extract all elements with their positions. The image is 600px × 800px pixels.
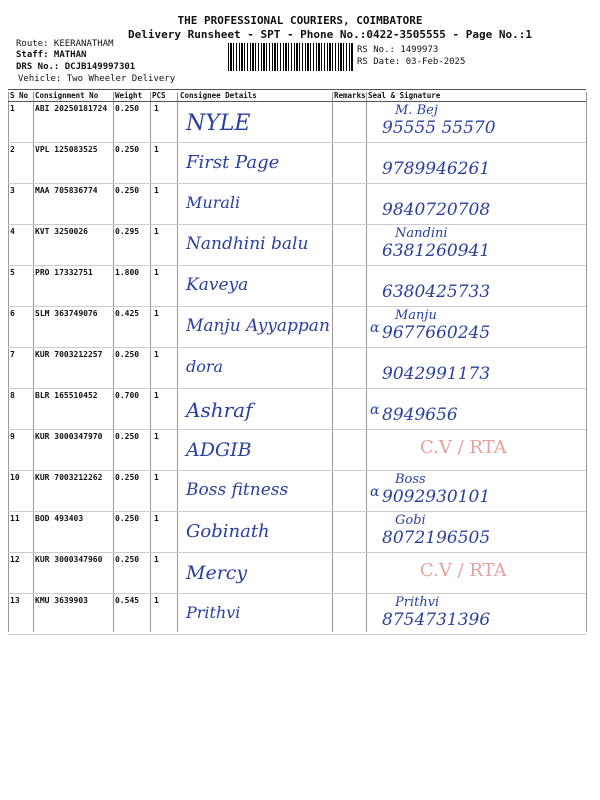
column-divider xyxy=(113,92,114,632)
row-divider xyxy=(8,593,586,594)
company-name: THE PROFESSIONAL COURIERS, COIMBATORE xyxy=(177,14,423,27)
weight: 0.700 xyxy=(115,391,140,400)
remark-mark: α xyxy=(370,320,380,336)
serial-number: 6 xyxy=(10,309,15,318)
row-divider xyxy=(8,347,586,348)
row-divider xyxy=(8,634,586,635)
pieces: 1 xyxy=(154,186,159,195)
column-header: PCS xyxy=(152,91,166,100)
pieces: 1 xyxy=(154,391,159,400)
weight: 0.250 xyxy=(115,350,140,359)
consignment-number: ABI 20250181724 xyxy=(35,104,108,113)
pieces: 1 xyxy=(154,432,159,441)
consignee-name: Prithvi xyxy=(186,603,241,622)
row-divider xyxy=(8,470,586,471)
signature-phone: 8754731396 xyxy=(382,610,491,630)
row-divider xyxy=(8,388,586,389)
pieces: 1 xyxy=(154,596,159,605)
signature-name: Boss xyxy=(395,472,426,487)
drs-number: DRS No.: DCJB149997301 xyxy=(16,62,136,72)
serial-number: 5 xyxy=(10,268,15,277)
weight: 0.250 xyxy=(115,145,140,154)
row-divider xyxy=(8,224,586,225)
runsheet-title: Delivery Runsheet - SPT - Phone No.:0422-3505555 - Page No.:1 xyxy=(128,28,532,41)
signature-name: Nandini xyxy=(395,226,448,241)
serial-number: 1 xyxy=(10,104,15,113)
column-header: Consignment No xyxy=(35,91,99,100)
serial-number: 4 xyxy=(10,227,15,236)
row-divider xyxy=(8,429,586,430)
consignment-number: KUR 3000347970 xyxy=(35,432,103,441)
weight: 1.800 xyxy=(115,268,140,277)
return-stamp: C.V / RTA xyxy=(420,560,507,581)
remark-mark: α xyxy=(370,484,380,500)
header-bottom-rule xyxy=(8,101,586,102)
serial-number: 12 xyxy=(10,555,20,564)
column-divider xyxy=(150,92,151,632)
weight: 0.250 xyxy=(115,432,140,441)
pieces: 1 xyxy=(154,514,159,523)
signature-name: M. Bej xyxy=(395,103,438,118)
weight: 0.425 xyxy=(115,309,140,318)
vehicle-label: Vehicle: Two Wheeler Delivery xyxy=(18,74,176,84)
weight: 0.295 xyxy=(115,227,140,236)
column-divider xyxy=(177,92,178,632)
row-divider xyxy=(8,265,586,266)
pieces: 1 xyxy=(154,350,159,359)
serial-number: 7 xyxy=(10,350,15,359)
weight: 0.250 xyxy=(115,514,140,523)
row-divider xyxy=(8,306,586,307)
serial-number: 8 xyxy=(10,391,15,400)
consignee-name: Manju Ayyappan xyxy=(186,316,330,336)
weight: 0.250 xyxy=(115,473,140,482)
column-header: Seal & Signature xyxy=(368,91,441,100)
serial-number: 13 xyxy=(10,596,20,605)
consignment-number: PRO 17332751 xyxy=(35,268,93,277)
serial-number: 9 xyxy=(10,432,15,441)
pieces: 1 xyxy=(154,309,159,318)
return-stamp: C.V / RTA xyxy=(420,437,507,458)
row-divider xyxy=(8,142,586,143)
weight: 0.250 xyxy=(115,104,140,113)
pieces: 1 xyxy=(154,268,159,277)
weight: 0.250 xyxy=(115,555,140,564)
consignment-number: KVT 3250026 xyxy=(35,227,88,236)
signature-name: Manju xyxy=(395,308,437,323)
consignment-number: SLM 363749076 xyxy=(35,309,98,318)
consignment-number: BLR 165510452 xyxy=(35,391,98,400)
consignee-name: Gobinath xyxy=(186,521,270,542)
consignee-name: NYLE xyxy=(186,111,251,136)
signature-phone: 9789946261 xyxy=(382,159,491,179)
pieces: 1 xyxy=(154,473,159,482)
pieces: 1 xyxy=(154,555,159,564)
consignee-name: ADGIB xyxy=(186,439,252,461)
rs-number: RS No.: 1499973 xyxy=(357,45,439,55)
consignment-number: KUR 7003212257 xyxy=(35,350,103,359)
consignee-name: First Page xyxy=(186,152,280,173)
signature-phone: 8949656 xyxy=(382,405,458,425)
signature-phone: 9677660245 xyxy=(382,323,491,343)
consignee-name: dora xyxy=(186,357,224,376)
consignee-name: Nandhini balu xyxy=(186,234,309,254)
rs-date: RS Date: 03-Feb-2025 xyxy=(357,57,466,67)
signature-phone: 9042991173 xyxy=(382,364,491,384)
serial-number: 11 xyxy=(10,514,20,523)
column-divider xyxy=(8,92,9,632)
consignment-number: VPL 125083525 xyxy=(35,145,98,154)
column-header: Weight xyxy=(115,91,143,100)
column-divider xyxy=(33,92,34,632)
signature-phone: 95555 55570 xyxy=(382,118,496,138)
column-divider xyxy=(586,92,587,632)
weight: 0.250 xyxy=(115,186,140,195)
serial-number: 2 xyxy=(10,145,15,154)
signature-phone: 9092930101 xyxy=(382,487,491,507)
pieces: 1 xyxy=(154,227,159,236)
consignment-number: KUR 3000347960 xyxy=(35,555,103,564)
column-header: S No xyxy=(10,91,29,100)
column-header: Consignee Details xyxy=(180,91,257,100)
column-divider xyxy=(366,92,367,632)
consignment-number: KMU 3639903 xyxy=(35,596,88,605)
row-divider xyxy=(8,552,586,553)
signature-phone: 6381260941 xyxy=(382,241,491,261)
consignment-number: BOD 493403 xyxy=(35,514,84,523)
signature-phone: 9840720708 xyxy=(382,200,491,220)
consignee-name: Boss fitness xyxy=(186,480,289,500)
signature-name: Gobi xyxy=(395,513,426,528)
barcode xyxy=(228,43,353,71)
pieces: 1 xyxy=(154,104,159,113)
consignee-name: Murali xyxy=(186,193,241,212)
header-top-rule xyxy=(8,89,586,90)
consignee-name: Mercy xyxy=(186,562,248,584)
staff-label: Staff: MATHAN xyxy=(16,50,87,60)
signature-phone: 8072196505 xyxy=(382,528,491,548)
remark-mark: α xyxy=(370,402,380,418)
serial-number: 3 xyxy=(10,186,15,195)
signature-phone: 6380425733 xyxy=(382,282,491,302)
consignee-name: Ashraf xyxy=(186,398,253,422)
serial-number: 10 xyxy=(10,473,20,482)
row-divider xyxy=(8,183,586,184)
signature-name: Prithvi xyxy=(395,595,440,610)
route-label: Route: KEERANATHAM xyxy=(16,39,114,49)
consignment-number: KUR 7003212262 xyxy=(35,473,103,482)
column-header: Remarks xyxy=(334,91,366,100)
weight: 0.545 xyxy=(115,596,140,605)
column-divider xyxy=(332,92,333,632)
consignment-number: MAA 705836774 xyxy=(35,186,98,195)
row-divider xyxy=(8,511,586,512)
consignee-name: Kaveya xyxy=(186,275,249,295)
pieces: 1 xyxy=(154,145,159,154)
